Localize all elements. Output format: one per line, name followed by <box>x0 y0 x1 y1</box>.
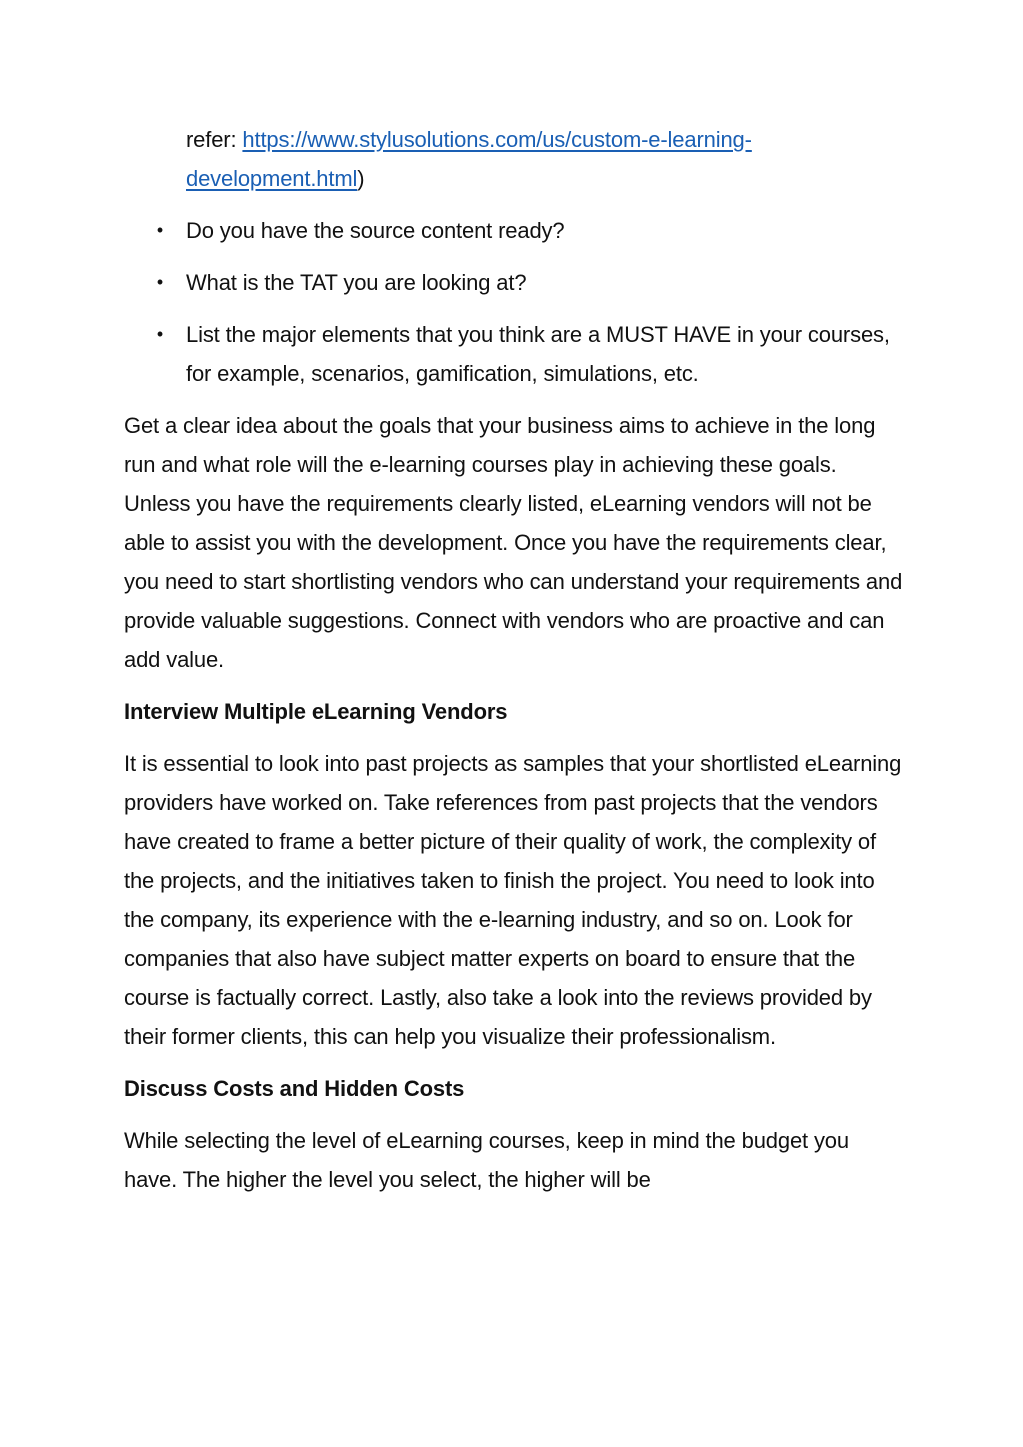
intro-reference-line <box>186 120 904 198</box>
bullet-icon: • <box>156 272 164 292</box>
intro-suffix: ) <box>357 166 365 191</box>
reference-link[interactable]: https://www.stylusolutions.com/us/custom-e-learning-development.html <box>186 127 752 191</box>
heading-interview-vendors: Interview Multiple eLearning Vendors <box>124 699 508 724</box>
paragraph-discuss-costs: While selecting the level of eLearning courses, keep in mind the budget you have. The higher the level you select, the higher will be <box>124 1128 849 1192</box>
heading-discuss-costs: Discuss Costs and Hidden Costs <box>124 1076 465 1101</box>
paragraph-goals: Get a clear idea about the goals that your business aims to achieve in the long run and what role will the e-learning courses play in achieving these goals. Unless you have the requirements clearly listed, eLearning vendors will not be able to assist you with the development. Once you have the requirements clear, you need to start shortlisting vendors who can understand your requirements and provide valuable suggestions. Connect with vendors who are proactive and can add value. <box>124 413 903 672</box>
paragraph-interview-vendors: It is essential to look into past projects as samples that your shortlisted eLearning providers have worked on. Take references from past projects that the vendors have created to frame a better picture of their quality of work, the complexity of the projects, and the initiatives taken to finish the project. You need to look into the company, its experience with the e-learning industry, and so on. Look for companies that also have subject matter experts on board to ensure that the course is factually correct. Lastly, also take a look into the reviews provided by their former clients, this can help you visualize their professionalism. <box>124 751 902 1049</box>
requirements-bullet-list <box>124 211 904 393</box>
bullet-icon: • <box>156 324 164 344</box>
list-item-text: List the major elements that you think are a MUST HAVE in your courses, for example, scenarios, gamification, simulations, etc. <box>186 322 890 386</box>
intro-prefix: refer: <box>186 127 243 152</box>
list-item-text: What is the TAT you are looking at? <box>186 270 527 295</box>
list-item <box>124 263 904 302</box>
list-item <box>124 315 904 393</box>
bullet-icon: • <box>156 220 164 240</box>
list-item-text: Do you have the source content ready? <box>186 218 565 243</box>
list-item <box>124 211 904 250</box>
document-page <box>124 120 904 1212</box>
